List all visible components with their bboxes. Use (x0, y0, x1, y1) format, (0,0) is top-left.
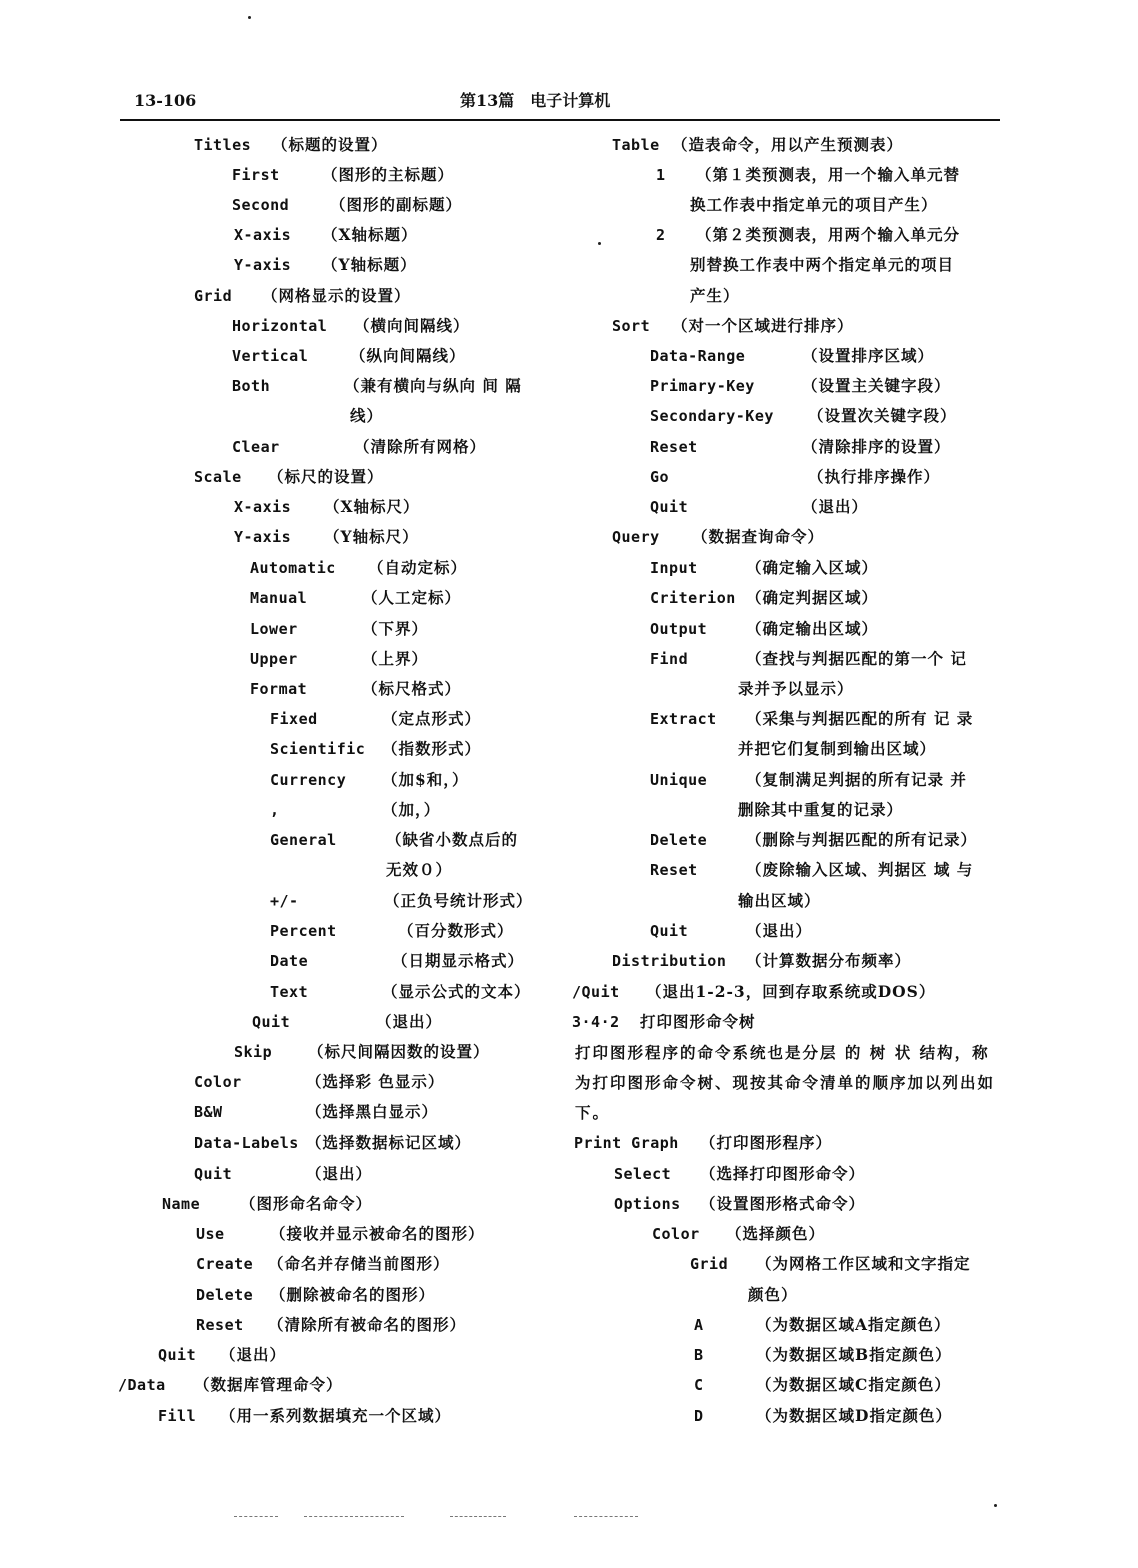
command-keyword: Color (652, 1225, 700, 1243)
command-description: （设置排序区域） (802, 346, 935, 365)
command-description: 输出区域） (738, 891, 821, 910)
command-keyword: Data-Labels (194, 1134, 299, 1152)
command-description: （兼有横向与纵向 间 隔 (344, 376, 522, 395)
command-row (0, 916, 1000, 946)
command-description: （造表命令，用以产生预测表） (672, 135, 904, 154)
command-keyword: Delete (196, 1286, 254, 1304)
command-keyword: Fixed (270, 710, 318, 728)
command-description: （加，） (382, 800, 441, 819)
command-keyword: Y-axis (234, 256, 292, 274)
command-row (0, 1219, 1000, 1249)
command-description: （退出） (376, 1012, 443, 1031)
command-description: （删除与判据匹配的所有记录） (746, 830, 978, 849)
scan-speck (248, 16, 251, 19)
command-row (0, 1159, 1000, 1189)
command-description: （为数据区域D指定颜色） (756, 1406, 952, 1425)
command-keyword: Reset (650, 861, 698, 879)
command-description: （退出1-2-3，回到存取系统或DOS） (646, 982, 936, 1001)
command-description: （退出） (802, 497, 869, 516)
command-description: （清除所有被命名的图形） (268, 1315, 467, 1334)
command-keyword: Input (650, 559, 698, 577)
command-keyword: Color (194, 1073, 242, 1091)
command-keyword: General (270, 831, 337, 849)
command-row (0, 341, 1000, 371)
command-keyword: /Quit (572, 983, 620, 1001)
command-keyword: Lower (250, 620, 298, 638)
command-description: （清除排序的设置） (802, 437, 951, 456)
command-row (0, 674, 1000, 704)
command-keyword: Data-Range (650, 347, 746, 365)
command-keyword: Query (612, 528, 660, 546)
scan-artifact (234, 1516, 278, 1518)
command-row (0, 1340, 1000, 1370)
command-keyword: Reset (196, 1316, 244, 1334)
command-description: 换工作表中指定单元的项目产生） (690, 195, 938, 214)
command-description: （Y轴标题） (322, 255, 417, 274)
command-keyword: Distribution (612, 952, 727, 970)
command-row (0, 1370, 1000, 1400)
command-keyword: Horizontal (232, 317, 328, 335)
command-description: （图形的副标题） (330, 195, 463, 214)
command-keyword: Format (250, 680, 308, 698)
scan-speck (994, 1504, 997, 1507)
command-row (0, 371, 1000, 401)
command-description: （退出） (220, 1345, 287, 1364)
command-keyword: Both (232, 377, 271, 395)
command-description: 别替换工作表中两个指定单元的项目 (690, 255, 955, 274)
command-keyword: Y-axis (234, 528, 292, 546)
command-row (0, 160, 1000, 190)
command-description: （为数据区域A指定颜色） (756, 1315, 951, 1334)
command-row (0, 553, 1000, 583)
intro-paragraph: 打印图形程序的命令系统也是分层 的 树 状 结构，称为打印图形命令树、现按其命令清单的顺序加以列出如下。 (575, 1043, 996, 1122)
command-keyword: , (270, 801, 280, 819)
command-description: （命名并存储当前图形） (268, 1254, 450, 1273)
command-keyword: Table (612, 136, 660, 154)
command-row (0, 704, 1000, 734)
command-keyword: Vertical (232, 347, 309, 365)
command-description: （第１类预测表，用一个输入单元替 (696, 165, 961, 184)
command-keyword: Delete (650, 831, 708, 849)
command-keyword: Output (650, 620, 708, 638)
command-keyword: Select (614, 1165, 672, 1183)
command-description: （图形命名命令） (240, 1194, 373, 1213)
command-description: （网格显示的设置） (262, 286, 411, 305)
command-description: （正负号统计形式） (384, 891, 533, 910)
command-description: （缺省小数点后的 (386, 830, 519, 849)
command-row (0, 1280, 1000, 1310)
command-keyword: 2 (656, 226, 666, 244)
command-description: 打印图形命令树 (640, 1012, 756, 1031)
command-row (0, 886, 1000, 916)
command-keyword: Scientific (270, 740, 366, 758)
command-keyword: 1 (656, 166, 666, 184)
command-description: （清除所有网格） (354, 437, 487, 456)
command-keyword: Primary-Key (650, 377, 755, 395)
command-description: （退出） (306, 1164, 373, 1183)
command-keyword: A (694, 1316, 704, 1334)
command-keyword: Grid (194, 287, 233, 305)
command-row (0, 250, 1000, 280)
command-keyword: B&W (194, 1103, 223, 1121)
command-description: （百分数形式） (398, 921, 514, 940)
command-keyword: Extract (650, 710, 717, 728)
command-description: （接收并显示被命名的图形） (270, 1224, 485, 1243)
command-description: （删除被命名的图形） (270, 1285, 436, 1304)
command-keyword: First (232, 166, 280, 184)
command-keyword: Name (162, 1195, 201, 1213)
command-description: （执行排序操作） (808, 467, 941, 486)
command-description: （X轴标题） (322, 225, 418, 244)
command-keyword: Clear (232, 438, 280, 456)
command-keyword: Second (232, 196, 290, 214)
command-description: （设置图形格式命令） (700, 1194, 866, 1213)
command-description: 无效０） (386, 860, 453, 879)
command-description: （标尺格式） (362, 679, 462, 698)
command-row (0, 462, 1000, 492)
command-keyword: C (694, 1376, 704, 1394)
command-description: （X轴标尺） (324, 497, 420, 516)
command-keyword: Print Graph (574, 1134, 679, 1152)
command-keyword: Sort (612, 317, 651, 335)
command-keyword: /Data (118, 1376, 166, 1394)
command-description: （计算数据分布频率） (746, 951, 912, 970)
command-description: （横向间隔线） (354, 316, 470, 335)
command-description: （选择打印图形命令） (700, 1164, 866, 1183)
command-keyword: Fill (158, 1407, 197, 1425)
command-description: （显示公式的文本） (382, 982, 531, 1001)
command-keyword: Options (614, 1195, 681, 1213)
command-description: （标尺间隔因数的设置） (308, 1042, 490, 1061)
command-description: （数据库管理命令） (194, 1375, 343, 1394)
command-description: （为数据区域B指定颜色） (756, 1345, 952, 1364)
command-keyword: X-axis (234, 226, 292, 244)
command-keyword: Create (196, 1255, 254, 1273)
command-description: （选择彩 色显示） (306, 1072, 445, 1091)
command-row (0, 492, 1000, 522)
scan-artifact (304, 1516, 404, 1518)
command-row (0, 130, 1000, 160)
command-keyword: Skip (234, 1043, 273, 1061)
command-description: （选择颜色） (726, 1224, 826, 1243)
command-description: （指数形式） (382, 739, 482, 758)
command-row (0, 825, 1000, 855)
command-row (0, 734, 1000, 764)
command-description: （为网格工作区域和文字指定 (756, 1254, 971, 1273)
command-description: （图形的主标题） (322, 165, 455, 184)
command-description: （第２类预测表，用两个输入单元分 (696, 225, 961, 244)
command-keyword: Quit (650, 922, 689, 940)
command-description: （打印图形程序） (700, 1133, 833, 1152)
command-row (0, 946, 1000, 976)
command-description: （下界） (362, 619, 429, 638)
scan-speck (598, 242, 601, 245)
scan-artifact (450, 1516, 506, 1518)
command-description: 颜色） (748, 1285, 798, 1304)
command-keyword: Currency (270, 771, 347, 789)
command-description: （确定判据区域） (746, 588, 879, 607)
command-keyword: Automatic (250, 559, 336, 577)
command-description: 线） (350, 406, 384, 425)
command-description: （为数据区域C指定颜色） (756, 1375, 951, 1394)
page-number: 13-106 (134, 91, 197, 110)
command-keyword: Quit (158, 1346, 197, 1364)
command-keyword: Go (650, 468, 670, 486)
command-row (0, 977, 1000, 1007)
command-row (0, 644, 1000, 674)
command-keyword: D (694, 1407, 704, 1425)
command-description: （用一系列数据填充一个区域） (220, 1406, 452, 1425)
command-description: （采集与判据匹配的所有 记 录 (746, 709, 974, 728)
command-row (0, 795, 1000, 825)
command-row (0, 1128, 1000, 1158)
command-description: （废除输入区域、判据区 域 与 (746, 860, 974, 879)
command-description: （设置次关键字段） (808, 406, 957, 425)
command-row (0, 765, 1000, 795)
command-keyword: Reset (650, 438, 698, 456)
command-row (0, 220, 1000, 250)
command-keyword: B (694, 1346, 704, 1364)
command-row (0, 614, 1000, 644)
command-description: （标题的设置） (272, 135, 388, 154)
command-keyword: Unique (650, 771, 708, 789)
command-row (0, 1007, 1000, 1037)
command-description: （加$和，） (382, 770, 469, 789)
command-description: （自动定标） (368, 558, 468, 577)
command-description: （人工定标） (362, 588, 462, 607)
command-keyword: Quit (650, 498, 689, 516)
command-row (0, 190, 1000, 220)
command-description: （设置主关键字段） (802, 376, 951, 395)
command-description: （定点形式） (382, 709, 482, 728)
command-description: （数据查询命令） (692, 527, 825, 546)
header-rule (120, 119, 1000, 121)
command-row (0, 522, 1000, 552)
section-title: 第13篇 电子计算机 (460, 91, 611, 110)
command-keyword: Find (650, 650, 689, 668)
command-description: （纵向间隔线） (350, 346, 466, 365)
command-keyword: +/- (270, 892, 299, 910)
command-row (0, 1189, 1000, 1219)
command-keyword: Use (196, 1225, 225, 1243)
command-row (0, 432, 1000, 462)
command-row (0, 281, 1000, 311)
command-description: （退出） (746, 921, 813, 940)
command-keyword: Text (270, 983, 309, 1001)
command-description: （Y轴标尺） (324, 527, 419, 546)
command-description: （标尺的设置） (268, 467, 384, 486)
command-keyword: Percent (270, 922, 337, 940)
command-keyword: Upper (250, 650, 298, 668)
command-keyword: Secondary-Key (650, 407, 774, 425)
command-description: （确定输出区域） (746, 619, 879, 638)
command-keyword: Criterion (650, 589, 736, 607)
command-description: （对一个区域进行排序） (672, 316, 854, 335)
command-keyword: Quit (252, 1013, 291, 1031)
command-row (0, 311, 1000, 341)
command-description: （查找与判据匹配的第一个 记 (746, 649, 967, 668)
command-description: 删除其中重复的记录） (738, 800, 904, 819)
command-description: 产生） (690, 286, 740, 305)
command-keyword: X-axis (234, 498, 292, 516)
command-description: （日期显示格式） (392, 951, 525, 970)
command-description: （选择数据标记区域） (306, 1133, 472, 1152)
command-description: （上界） (362, 649, 429, 668)
command-description: 并把它们复制到输出区域） (738, 739, 937, 758)
command-keyword: Date (270, 952, 309, 970)
command-keyword: Titles (194, 136, 252, 154)
scan-artifact (574, 1516, 638, 1518)
command-row (0, 1310, 1000, 1340)
command-row (0, 855, 1000, 885)
command-keyword: Manual (250, 589, 308, 607)
command-row (0, 1401, 1000, 1431)
command-row (0, 1249, 1000, 1279)
command-keyword: Grid (690, 1255, 729, 1273)
command-description: 录并予以显示） (738, 679, 854, 698)
command-description: （复制满足判据的所有记录 并 (746, 770, 967, 789)
command-row (0, 401, 1000, 431)
command-keyword: 3·4·2 (572, 1013, 620, 1031)
command-description: （确定输入区域） (746, 558, 879, 577)
command-keyword: Quit (194, 1165, 233, 1183)
command-description: （选择黑白显示） (306, 1102, 439, 1121)
command-keyword: Scale (194, 468, 242, 486)
command-row (0, 583, 1000, 613)
